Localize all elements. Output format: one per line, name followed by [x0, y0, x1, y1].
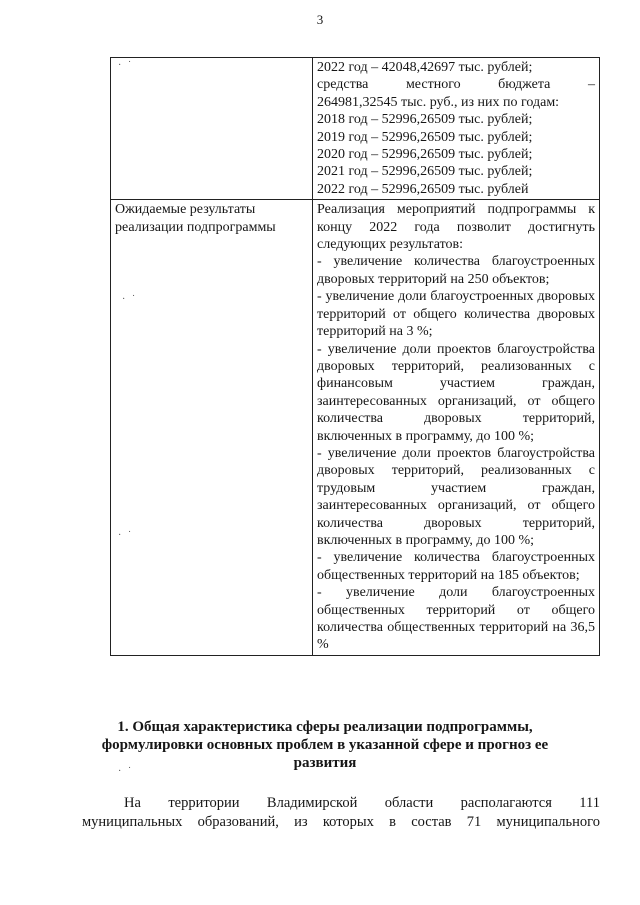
financing-line: 2022 год – 52996,26509 тыс. рублей — [317, 181, 529, 197]
scan-mark: · ˙ — [122, 294, 138, 305]
page-number: 3 — [316, 12, 324, 27]
subprogram-passport-table — [110, 57, 600, 656]
result-item: - увеличение количества благоустроенных дворовых территорий на 250 объектов; — [317, 254, 595, 287]
financing-line: средства местного бюджета – — [317, 77, 595, 93]
financing-line: 2020 год – 52996,26509 тыс. рублей; — [317, 147, 533, 163]
table-row — [111, 58, 600, 200]
result-item: - увеличение количества благоустроенных общественных территорий на 185 объектов; — [317, 550, 595, 583]
financing-line: 2019 год – 52996,26509 тыс. рублей; — [317, 129, 533, 145]
section-paragraph — [82, 794, 600, 832]
financing-line: 2018 год – 52996,26509 тыс. рублей; — [317, 112, 533, 128]
paragraph-line: муниципальных образований, из которых в состав 71 муниципального — [82, 814, 600, 830]
table-cell-label — [111, 58, 313, 200]
result-paragraph: Реализация мероприятий подпрограммы к концу 2022 года позволит достигнуть следующих результатов: — [317, 202, 595, 253]
expected-results-cell — [313, 200, 600, 656]
section-heading: 1. Общая характеристика сферы реализации подпрограммы, формулировки основных проблем в указанной сфере и прогноз ее развития — [101, 719, 549, 771]
expected-results-label: Ожидаемые результаты реализации подпрограммы — [111, 200, 313, 656]
result-item: - увеличение доли благоустроенных дворовых территорий от общего количества дворовых территорий на 3 %; — [317, 289, 595, 340]
table-row — [111, 200, 600, 656]
paragraph-line: На территории Владимирской области располагаются 111 — [124, 795, 600, 811]
financing-line: 264981,32545 тыс. руб., из них по годам: — [317, 94, 560, 110]
result-item: - увеличение доли благоустроенных общественных территорий от общего количества общественных территорий на 36,5 % — [317, 585, 595, 653]
result-item: - увеличение доли проектов благоустройства дворовых территорий, реализованных с финансовым участием граждан, заинтересованных организаций, от общего количества дворовых территорий, включенных в программу, до 100 %; — [317, 341, 595, 444]
scan-mark: · ˙ — [118, 766, 134, 777]
financing-cell — [313, 58, 600, 200]
financing-line: 2021 год – 52996,26509 тыс. рублей; — [317, 164, 533, 180]
financing-line: 2022 год – 42048,42697 тыс. рублей; — [317, 60, 533, 75]
scan-mark: · ˙ — [118, 530, 134, 541]
result-item: - увеличение доли проектов благоустройства дворовых территорий, реализованных с трудовым участием граждан, заинтересованных организаций, от общего количества дворовых территорий, включенных в программу, до 100 %; — [317, 445, 595, 548]
scan-mark: · ˙ — [118, 60, 134, 71]
